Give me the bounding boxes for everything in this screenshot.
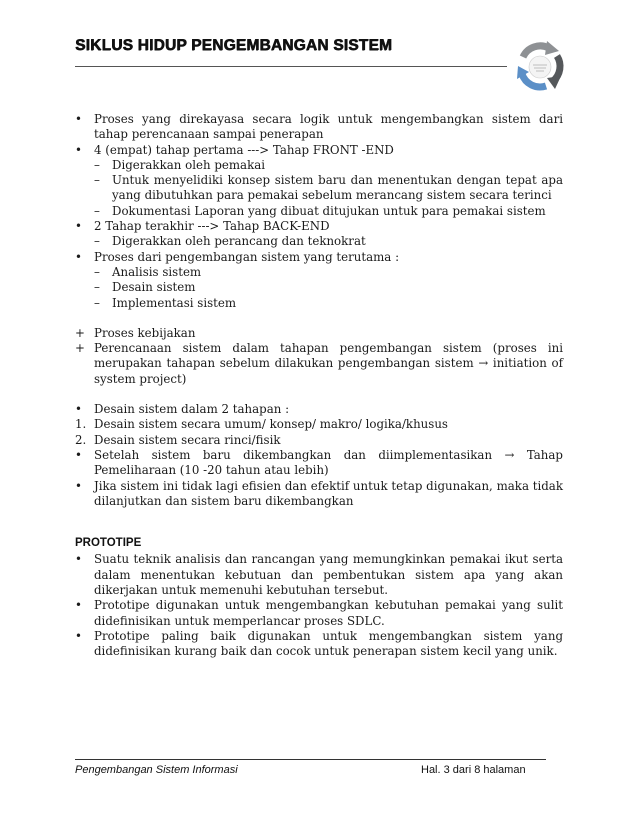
spacer: [75, 509, 563, 536]
list-item-text: Proses kebijakan: [94, 325, 196, 340]
bullet-marker: •: [75, 112, 82, 126]
bullet-marker: •: [75, 142, 82, 157]
list-item: [75, 479, 563, 510]
number-marker: 1.: [75, 417, 87, 432]
list-item: [75, 204, 563, 219]
list-item-text: Proses dari pengembangan sistem yang terutama :: [94, 249, 400, 264]
bullet-marker: •: [75, 478, 82, 493]
list-item-text: Prototipe paling baik digunakan untuk mengembangkan sistem yang didefinisikan kurang baik dan cocok untuk penerapan sistem kecil yang unik.: [94, 628, 563, 659]
section-heading: PROTOTIPE: [75, 537, 142, 550]
list-item-text: Desain sistem secara umum/ konsep/ makro/ logika/khusus: [94, 417, 448, 432]
bullet-marker: •: [75, 249, 82, 264]
bullet-marker: •: [75, 552, 82, 567]
list-item: [75, 629, 563, 660]
spacer: [75, 311, 563, 326]
list-item: [75, 552, 563, 598]
dash-marker: –: [94, 234, 100, 249]
list-item: [75, 158, 563, 173]
list-item: [75, 173, 563, 204]
dash-marker: –: [94, 295, 100, 310]
list-item: [75, 402, 563, 417]
bullet-marker: •: [75, 219, 82, 234]
list-item-text: Digerakkan oleh perancang dan teknokrat: [112, 234, 366, 249]
list-item: [75, 280, 563, 295]
list-item: [75, 598, 563, 629]
list-item-text: Dokumentasi Laporan yang dibuat ditujukan untuk para pemakai sistem: [112, 203, 546, 218]
list-item-text: Suatu teknik analisis dan rancangan yang memungkinkan pemakai ikut serta dalam menentukan kebutuan dan pembentukan sistem apa yang akan dikerjakan untuk memenuhi kebutuhan tersebut.: [94, 552, 563, 598]
footer-page-number: Hal. 3 dari 8 halaman: [421, 764, 526, 776]
list-item: [75, 448, 563, 479]
list-item-text: Desain sistem secara rinci/fisik: [94, 432, 281, 447]
list-item: [75, 433, 563, 448]
list-item: [75, 219, 563, 234]
number-marker: 2.: [75, 432, 87, 447]
dash-marker: –: [94, 173, 100, 188]
cycle-arrows-icon: [509, 36, 573, 96]
plus-marker: +: [75, 325, 85, 340]
bullet-marker: •: [75, 628, 82, 643]
dash-marker: –: [94, 264, 100, 279]
footer-document-title: Pengembangan Sistem Informasi: [75, 764, 238, 776]
list-item: [75, 326, 563, 341]
dash-marker: –: [94, 203, 100, 218]
list-item-text: Analisis sistem: [112, 264, 202, 279]
list-item-text: Desain sistem dalam 2 tahapan :: [94, 402, 290, 417]
list-item: [75, 296, 563, 311]
list-item: [75, 265, 563, 280]
bullet-marker: •: [75, 598, 82, 613]
list-item-text: 4 (empat) tahap pertama ---> Tahap FRONT -END: [94, 142, 394, 157]
list-item: [75, 250, 563, 265]
plus-marker: +: [75, 341, 85, 356]
list-item: [75, 417, 563, 432]
list-item-text: Setelah sistem baru dikembangkan dan diimplementasikan → Tahap Pemeliharaan (10 -20 tahun atau lebih): [94, 447, 563, 478]
list-item-text: 2 Tahap terakhir ---> Tahap BACK-END: [94, 219, 330, 234]
list-item: [75, 234, 563, 249]
list-item: [75, 112, 563, 143]
list-item-text: Prototipe digunakan untuk mengembangkan kebutuhan pemakai yang sulit didefinisikan untuk memperlancar proses SDLC.: [94, 598, 563, 628]
document-body: [75, 112, 563, 660]
list-item-text: Jika sistem ini tidak lagi efisien dan efektif untuk tetap digunakan, maka tidak dilanjutkan dan sistem baru dikembangkan: [94, 478, 563, 508]
page-title: SIKLUS HIDUP PENGEMBANGAN SISTEM: [75, 37, 393, 54]
list-item: [75, 341, 563, 387]
list-item-text: Implementasi sistem: [112, 295, 237, 310]
bullet-marker: •: [75, 447, 82, 462]
list-item-text: Proses yang direkayasa secara logik untuk mengembangkan sistem dari tahap perencanaan sampai penerapan: [94, 112, 563, 142]
dash-marker: –: [94, 157, 100, 172]
header-divider: [75, 66, 507, 67]
bullet-marker: •: [75, 402, 82, 417]
list-item: [75, 143, 563, 158]
spacer: [75, 387, 563, 402]
list-item-text: Untuk menyelidiki konsep sistem baru dan menentukan dengan tepat apa yang dibutuhkan para pemakai sebelum merancang sistem secara terinci: [112, 173, 563, 203]
dash-marker: –: [94, 280, 100, 295]
footer-divider: [75, 759, 546, 760]
list-item-text: Perencanaan sistem dalam tahapan pengembangan sistem (proses ini merupakan tahapan sebelum dilakukan pengembangan sistem → initiation of system project): [94, 341, 563, 386]
list-item-text: Desain sistem: [112, 280, 196, 295]
list-item-text: Digerakkan oleh pemakai: [112, 157, 266, 172]
